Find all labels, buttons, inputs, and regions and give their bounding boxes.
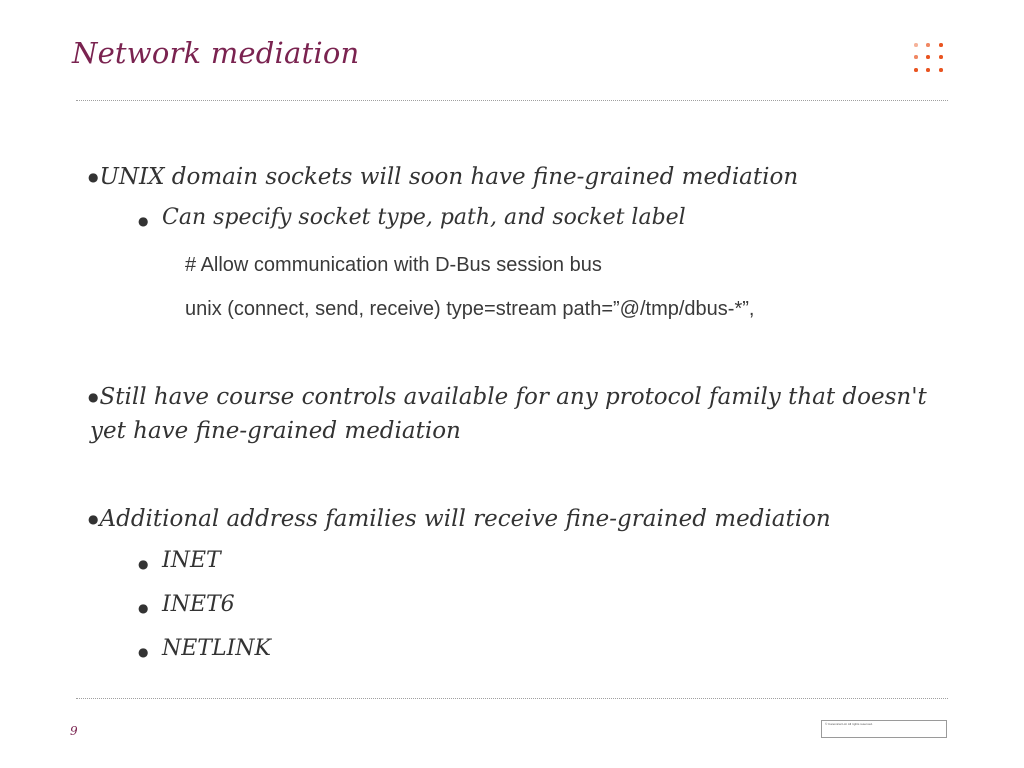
sub-bullet-netlink: NETLINK — [162, 636, 271, 661]
sub-bullet-socket-type: Can specify socket type, path, and socket label — [162, 205, 686, 230]
code-rule-line: unix (connect, send, receive) type=stream path=”@/tmp/dbus-*”, — [185, 298, 755, 320]
bullet-text: Additional address families will receive fine-grained mediation — [99, 506, 831, 532]
header-divider — [76, 100, 948, 101]
bullet-address-families — [88, 502, 831, 536]
bullet-dot-icon: ● — [88, 512, 99, 526]
sub-bullet-dot-icon: ● — [138, 645, 149, 659]
sub-bullet-dot-icon: ● — [138, 557, 149, 571]
sub-bullet-inet6: INET6 — [162, 592, 235, 617]
slide-title: Network mediation — [72, 36, 360, 70]
sub-bullet-dot-icon: ● — [138, 214, 149, 228]
bullet-text-line2: yet have fine-grained mediation — [90, 418, 461, 444]
footer-copyright-box — [821, 720, 947, 738]
page-number: 9 — [70, 724, 78, 738]
bullet-dot-icon: ● — [88, 390, 99, 404]
code-comment-line: # Allow communication with D-Bus session bus — [185, 254, 602, 276]
footer-copyright-text: © Canonical Ltd. All rights reserved. — [825, 722, 873, 726]
bullet-dot-icon: ● — [88, 170, 99, 184]
bullet-text-line1: Still have course controls available for any protocol family that doesn't — [99, 384, 927, 410]
logo-dots-icon — [913, 42, 949, 76]
sub-bullet-dot-icon: ● — [138, 601, 149, 615]
bullet-unix-sockets — [88, 160, 798, 194]
bullet-course-controls — [88, 380, 948, 448]
bullet-text: UNIX domain sockets will soon have fine-grained mediation — [99, 164, 799, 190]
sub-bullet-inet: INET — [162, 548, 221, 573]
footer-divider — [76, 698, 948, 699]
